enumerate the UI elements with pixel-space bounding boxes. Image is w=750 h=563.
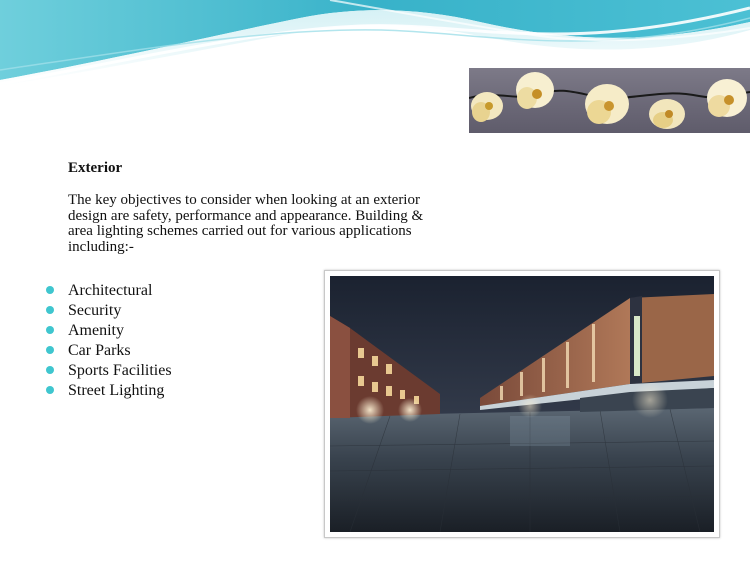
bullet-dot-icon	[46, 326, 54, 334]
bullet-dot-icon	[46, 286, 54, 294]
list-item	[46, 321, 172, 341]
flower	[649, 99, 685, 129]
flower	[585, 84, 629, 124]
lit-building-night-image	[330, 276, 714, 532]
bullet-dot-icon	[46, 366, 54, 374]
bullet-dot-icon	[46, 386, 54, 394]
flower	[707, 79, 747, 117]
lit-building-night-icon	[330, 276, 714, 532]
applications-list	[46, 281, 172, 401]
flower	[516, 72, 554, 109]
list-item-label: Security	[68, 302, 122, 319]
list-item-label: Sports Facilities	[68, 362, 172, 379]
flower	[471, 92, 503, 122]
list-item	[46, 381, 172, 401]
list-item-label: Amenity	[68, 322, 124, 339]
intro-paragraph: The key objectives to consider when looking at an exterior design are safety, performance and appearance. Building & area lighting schemes carried out for various applications including:-	[68, 192, 424, 255]
list-item-label: Car Parks	[68, 342, 131, 359]
section-heading: Exterior	[68, 160, 123, 176]
list-item	[46, 361, 172, 381]
bullet-dot-icon	[46, 346, 54, 354]
bullet-dot-icon	[46, 306, 54, 314]
flower-lights-icon	[469, 68, 750, 133]
list-item-label: Street Lighting	[68, 382, 165, 399]
flower-lights-image	[469, 68, 750, 133]
list-item	[46, 281, 172, 301]
list-item	[46, 301, 172, 321]
list-item-label: Architectural	[68, 282, 153, 299]
exterior-photo-frame	[324, 270, 720, 538]
list-item	[46, 341, 172, 361]
